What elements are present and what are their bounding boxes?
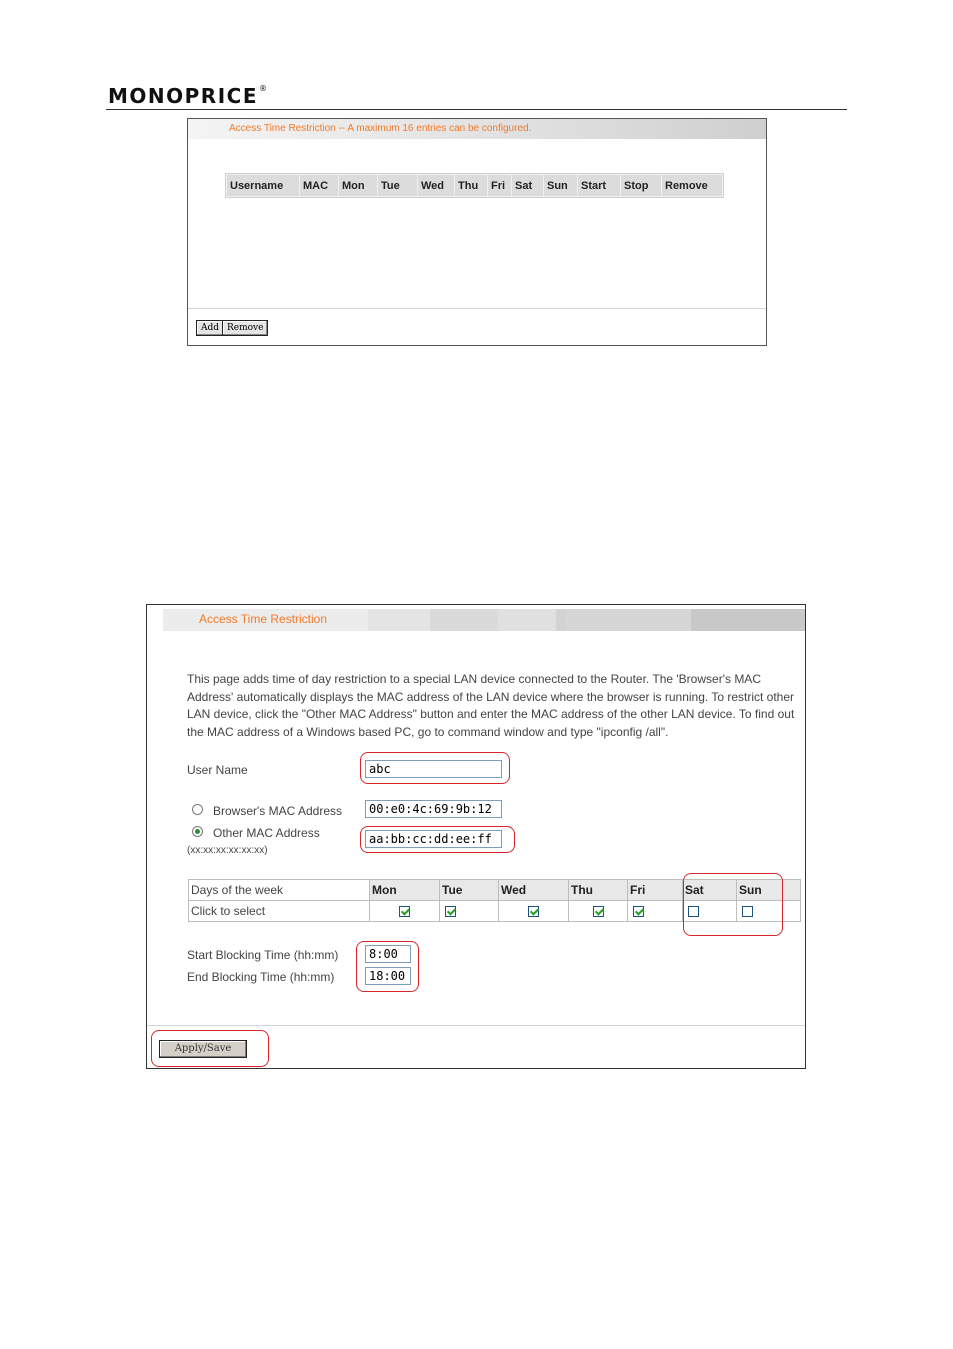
column-header: Tue: [378, 175, 417, 196]
access-time-form-panel: [146, 604, 806, 1069]
browser-mac-label: Browser's MAC Address: [213, 804, 342, 818]
list-panel-title: Access Time Restriction -- A maximum 16 entries can be configured.: [229, 123, 532, 134]
browser-mac-input[interactable]: 00:e0:4c:69:9b:12: [365, 800, 502, 818]
day-header-thu: Thu: [569, 880, 628, 901]
user-name-label: User Name: [187, 763, 248, 777]
checkbox-mon[interactable]: [399, 906, 410, 917]
other-mac-input[interactable]: aa:bb:cc:dd:ee:ff: [365, 830, 502, 848]
title-bar-segment: [368, 609, 430, 631]
day-header-wed: Wed: [499, 880, 569, 901]
day-cell-wed: [499, 901, 569, 922]
checkbox-wed[interactable]: [528, 906, 539, 917]
checkbox-thu[interactable]: [593, 906, 604, 917]
start-time-label: Start Blocking Time (hh:mm): [187, 948, 339, 962]
day-cell-tue: [440, 901, 499, 922]
title-bar-segment: [498, 609, 556, 631]
day-header-tue: Tue: [440, 880, 499, 901]
day-header-sun: Sun: [737, 880, 801, 901]
column-header: Start: [578, 175, 620, 196]
other-mac-radio[interactable]: [192, 826, 203, 837]
table-header-row: [227, 175, 722, 196]
highlight-blocking-time: [356, 941, 419, 992]
day-cell-fri: [628, 901, 683, 922]
day-cell-thu: [569, 901, 628, 922]
column-header: Remove: [662, 175, 722, 196]
highlight-apply-save: [151, 1030, 269, 1067]
user-name-input[interactable]: abc: [365, 760, 502, 778]
day-cell-mon: [370, 901, 440, 922]
header-divider: [106, 109, 847, 110]
form-divider: [147, 1025, 805, 1026]
page-description: This page adds time of day restriction to a special LAN device connected to the Router. The 'Browser's MAC Address' automatically displays the MAC address of the LAN device where the browser is running. To restrict other LAN device, click the "Other MAC Address" button and enter the MAC address of the other LAN device. To find out the MAC address of a Windows based PC, go to command window and type "ipconfig /all".: [187, 672, 795, 739]
day-header-fri: Fri: [628, 880, 683, 901]
apply-save-button[interactable]: Apply/Save: [159, 1040, 247, 1058]
highlight-user-name: [360, 752, 510, 784]
mac-format-hint: (xx:xx:xx:xx:xx:xx): [187, 845, 268, 856]
highlight-weekend: [683, 873, 783, 936]
column-header: Username: [227, 175, 299, 196]
column-header: Sun: [544, 175, 577, 196]
form-panel-title: Access Time Restriction: [199, 612, 328, 626]
brand-name: MONOPRICE: [108, 84, 258, 108]
day-header-mon: Mon: [370, 880, 440, 901]
column-header: Stop: [621, 175, 661, 196]
title-bar-segment: [556, 609, 565, 631]
column-header: Mon: [339, 175, 377, 196]
days-header-label: Days of the week: [189, 880, 370, 901]
column-header: Thu: [455, 175, 487, 196]
access-time-list-panel: [187, 118, 767, 346]
column-header: Fri: [488, 175, 511, 196]
end-time-input[interactable]: 18:00: [365, 967, 411, 985]
registered-mark: ®: [258, 84, 267, 93]
remove-button[interactable]: Remove: [222, 320, 268, 336]
brand-logo: [108, 84, 267, 108]
day-header-sat: Sat: [683, 880, 737, 901]
checkbox-fri[interactable]: [633, 906, 644, 917]
add-button[interactable]: Add: [196, 320, 224, 336]
title-bar-segment: [565, 609, 691, 631]
highlight-other-mac: [360, 826, 515, 853]
click-select-label: Click to select: [189, 901, 370, 922]
column-header: MAC: [300, 175, 338, 196]
start-time-input[interactable]: 8:00: [365, 945, 411, 963]
browser-mac-radio[interactable]: [192, 804, 203, 815]
other-mac-label: Other MAC Address: [213, 826, 320, 840]
column-header: Sat: [512, 175, 543, 196]
restriction-list-table: [225, 173, 724, 198]
checkbox-tue[interactable]: [445, 906, 456, 917]
list-divider: [188, 308, 766, 309]
title-bar-segment: [430, 609, 498, 631]
end-time-label: End Blocking Time (hh:mm): [187, 970, 335, 984]
column-header: Wed: [418, 175, 454, 196]
title-bar-segment: [691, 609, 805, 631]
